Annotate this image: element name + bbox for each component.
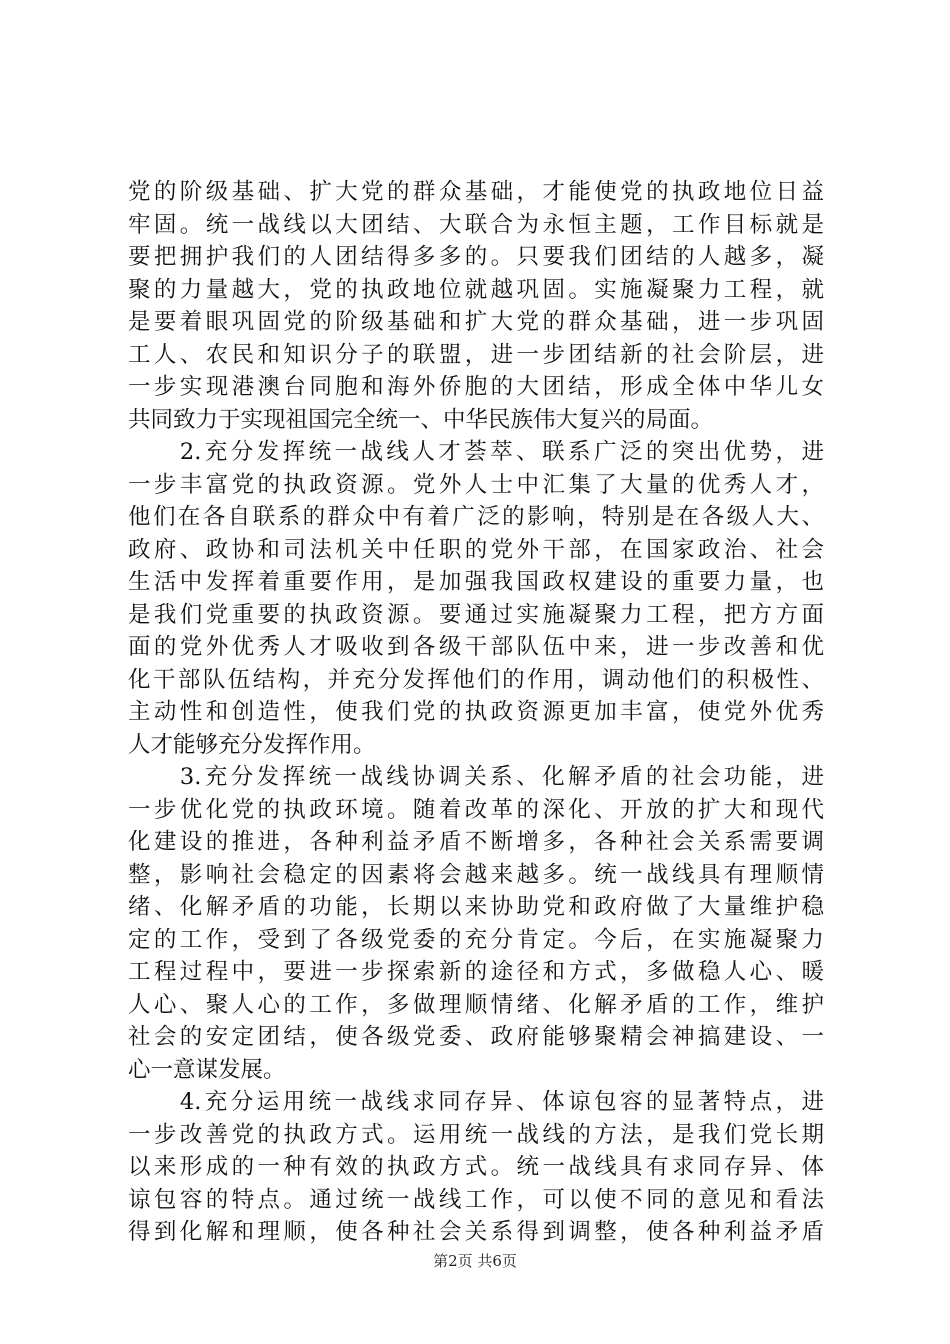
text-line: 主动性和创造性，使我们党的执政资源更加丰富，使党外优秀 [128,699,824,725]
text-line: 工人、农民和知识分子的联盟，进一步团结新的社会阶层，进 [128,341,824,368]
text-line: 面的党外优秀人才吸收到各级干部队伍中来，进一步改善和优 [128,634,824,660]
text-line: 谅包容的特点。通过统一战线工作，可以使不同的意见和看法 [128,1186,824,1213]
text-line: 政府、政协和司法机关中任职的党外干部，在国家政治、社会 [128,536,824,563]
text-line: 化建设的推进，各种利益矛盾不断增多，各种社会关系需要调 [128,829,824,855]
text-line: 心一意谋发展。 [128,1056,286,1083]
page-footer [0,1251,950,1271]
text-line: 以来形成的一种有效的执政方式。统一战线具有求同存异、体 [128,1154,824,1180]
text-line: 生活中发挥着重要作用，是加强我国政权建设的重要力量，也 [128,569,824,595]
text-line: 党的阶级基础、扩大党的群众基础，才能使党的执政地位日益 [128,179,824,205]
text-line: 得到化解和理顺，使各种社会关系得到调整，使各种利益矛盾 [128,1219,824,1245]
text-line: 是要着眼巩固党的阶级基础和扩大党的群众基础，进一步巩固 [128,309,824,335]
text-line: 人心、聚人心的工作，多做理顺情绪、化解矛盾的工作，维护 [128,991,824,1018]
text-line: 绪、化解矛盾的功能，长期以来协助党和政府做了大量维护稳 [128,894,824,920]
text-line: 聚的力量越大，党的执政地位就越巩固。实施凝聚力工程，就 [128,276,824,303]
text-line: 4.充分运用统一战线求同存异、体谅包容的显著特点，进 [128,1089,824,1115]
text-line: 他们在各自联系的群众中有着广泛的影响，特别是在各级人大、 [128,504,824,530]
text-line: 一步改善党的执政方式。运用统一战线的方法，是我们党长期 [128,1121,824,1148]
document-body [128,176,824,1249]
text-line: 定的工作，受到了各级党委的充分肯定。今后，在实施凝聚力 [128,926,824,953]
text-line: 一步优化党的执政环境。随着改革的深化、开放的扩大和现代 [128,796,824,823]
text-line: 是我们党重要的执政资源。要通过实施凝聚力工程，把方方面 [128,601,824,628]
text-line: 一步丰富党的执政资源。党外人士中汇集了大量的优秀人才， [128,471,824,498]
page-number: 第2页 共6页 [433,1252,517,1270]
text-line: 人才能够充分发挥作用。 [128,731,376,758]
text-line: 工程过程中，要进一步探索新的途径和方式，多做稳人心、暖 [128,959,824,985]
text-line: 一步实现港澳台同胞和海外侨胞的大团结，形成全体中华儿女 [128,374,824,400]
text-line: 整，影响社会稳定的因素将会越来越多。统一战线具有理顺情 [128,861,824,888]
text-line: 2.充分发挥统一战线人才荟萃、联系广泛的突出优势，进 [128,439,824,465]
text-line: 社会的安定团结，使各级党委、政府能够聚精会神搞建设、一 [128,1024,824,1050]
text-line: 牢固。统一战线以大团结、大联合为永恒主题，工作目标就是 [128,211,824,238]
text-line: 3.充分发挥统一战线协调关系、化解矛盾的社会功能，进 [128,764,824,790]
text-line: 化干部队伍结构，并充分发挥他们的作用，调动他们的积极性、 [128,666,824,693]
text-line: 共同致力于实现祖国完全统一、中华民族伟大复兴的局面。 [128,406,714,433]
text-line: 要把拥护我们的人团结得多多的。只要我们团结的人越多，凝 [128,244,824,270]
